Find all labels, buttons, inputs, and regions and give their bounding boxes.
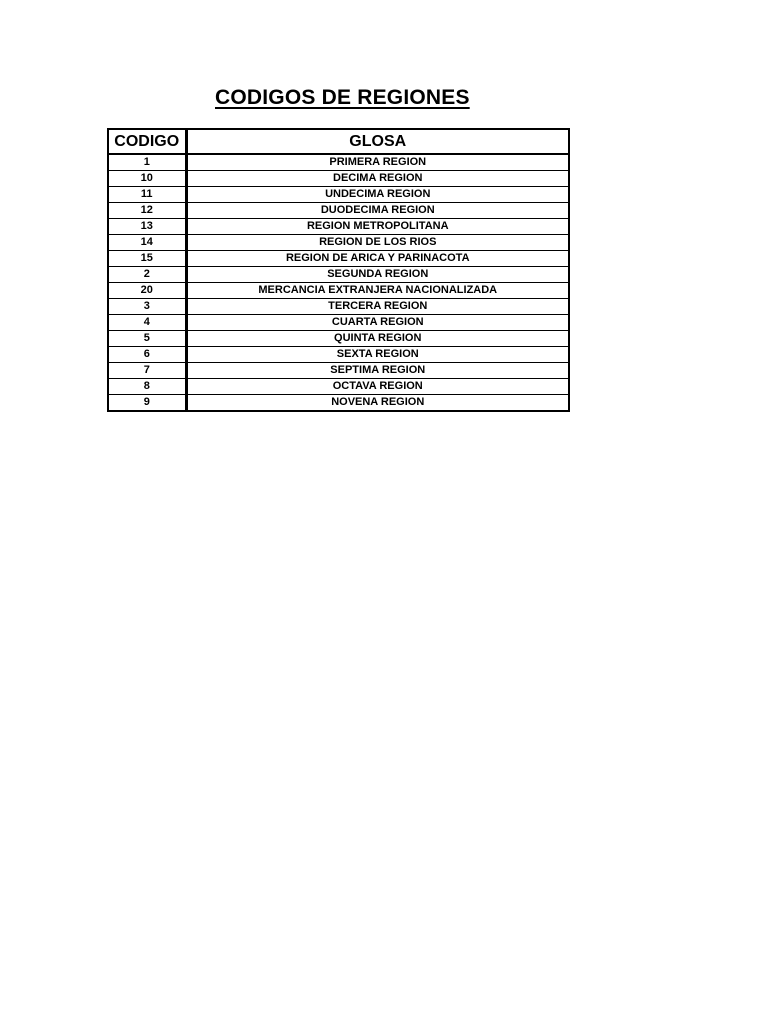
code-cell: 13 <box>108 219 186 235</box>
code-cell: 3 <box>108 299 186 315</box>
table-row <box>108 331 569 347</box>
code-cell: 1 <box>108 154 186 171</box>
code-cell: 7 <box>108 363 186 379</box>
glosa-cell: REGION METROPOLITANA <box>186 219 569 235</box>
table-row <box>108 154 569 171</box>
table-row <box>108 299 569 315</box>
code-cell: 9 <box>108 395 186 412</box>
column-header-glosa: GLOSA <box>186 129 569 154</box>
table-row <box>108 267 569 283</box>
glosa-cell: SEXTA REGION <box>186 347 569 363</box>
table-row <box>108 283 569 299</box>
table-row <box>108 379 569 395</box>
region-codes-table <box>107 128 570 412</box>
glosa-cell: DUODECIMA REGION <box>186 203 569 219</box>
code-cell: 5 <box>108 331 186 347</box>
table-row <box>108 363 569 379</box>
glosa-cell: SEPTIMA REGION <box>186 363 569 379</box>
table-row <box>108 251 569 267</box>
code-cell: 4 <box>108 315 186 331</box>
table-row <box>108 171 569 187</box>
table-row <box>108 315 569 331</box>
glosa-cell: TERCERA REGION <box>186 299 569 315</box>
code-cell: 20 <box>108 283 186 299</box>
column-header-codigo: CODIGO <box>108 129 186 154</box>
table-row <box>108 219 569 235</box>
glosa-cell: OCTAVA REGION <box>186 379 569 395</box>
table-row <box>108 395 569 412</box>
table-row <box>108 203 569 219</box>
glosa-cell: DECIMA REGION <box>186 171 569 187</box>
code-cell: 10 <box>108 171 186 187</box>
code-cell: 6 <box>108 347 186 363</box>
code-cell: 14 <box>108 235 186 251</box>
code-cell: 2 <box>108 267 186 283</box>
table-row <box>108 347 569 363</box>
glosa-cell: PRIMERA REGION <box>186 154 569 171</box>
page-title: CODIGOS DE REGIONES <box>215 86 470 109</box>
code-cell: 11 <box>108 187 186 203</box>
glosa-cell: REGION DE LOS RIOS <box>186 235 569 251</box>
table-row <box>108 235 569 251</box>
glosa-cell: UNDECIMA REGION <box>186 187 569 203</box>
code-cell: 8 <box>108 379 186 395</box>
glosa-cell: SEGUNDA REGION <box>186 267 569 283</box>
glosa-cell: NOVENA REGION <box>186 395 569 412</box>
table-header-row <box>108 129 569 154</box>
code-cell: 15 <box>108 251 186 267</box>
glosa-cell: REGION DE ARICA Y PARINACOTA <box>186 251 569 267</box>
glosa-cell: QUINTA REGION <box>186 331 569 347</box>
table-row <box>108 187 569 203</box>
glosa-cell: MERCANCIA EXTRANJERA NACIONALIZADA <box>186 283 569 299</box>
code-cell: 12 <box>108 203 186 219</box>
glosa-cell: CUARTA REGION <box>186 315 569 331</box>
